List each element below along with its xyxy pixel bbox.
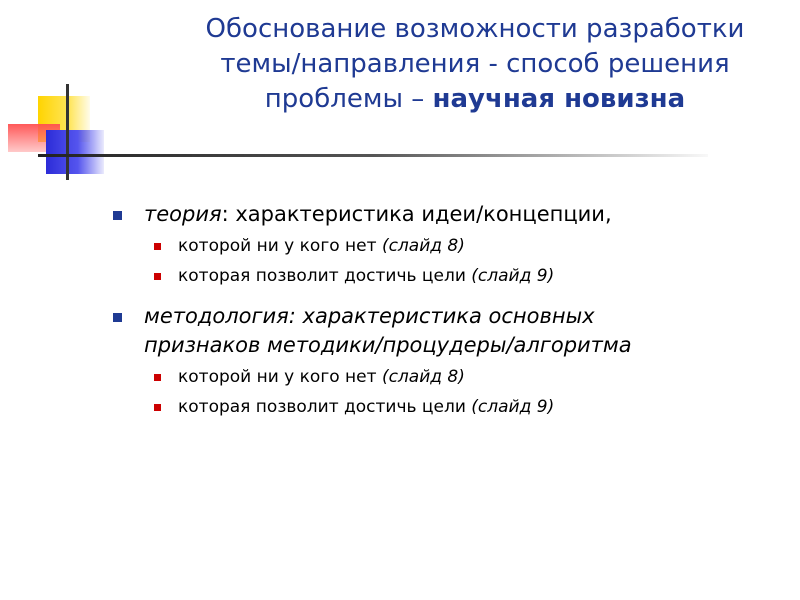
decorative-squares-logo: [0, 80, 120, 190]
title-line-3: [160, 82, 790, 117]
square-bullet-icon: [154, 243, 161, 250]
methodology-line-1: методология: характеристика основных: [144, 304, 595, 328]
list-item-theory: [110, 200, 770, 229]
square-bullet-icon: [154, 374, 161, 381]
square-bullet-icon: [154, 273, 161, 280]
logo-vertical-line: [66, 84, 69, 180]
methodology-line-2: признаков методики/процудеры/алгоритма: [144, 333, 632, 357]
theory-description: : характеристика идеи/концепции,: [221, 202, 612, 226]
square-bullet-icon: [113, 211, 122, 220]
slide-reference: (слайд 9): [471, 266, 555, 286]
slide-title: [160, 12, 790, 117]
list-item-methodology: [110, 302, 770, 360]
title-line-2: темы/направления - способ решения: [220, 49, 730, 79]
term-theory: теория: [144, 202, 222, 226]
title-line-1: Обоснование возможности разработки: [205, 14, 745, 44]
sub-item-text: которая позволит достичь цели: [178, 397, 472, 417]
bullet-list: [110, 196, 770, 420]
slide-reference: (слайд 8): [381, 236, 465, 256]
title-emphasis: научная новизна: [432, 84, 686, 114]
sub-list-item: [110, 365, 770, 390]
slide-reference: (слайд 9): [471, 397, 555, 417]
title-divider: [38, 154, 708, 157]
sub-list-item: [110, 234, 770, 259]
sub-item-text: которой ни у кого нет: [178, 236, 382, 256]
title-line-3-text: проблемы –: [264, 84, 433, 114]
sub-item-text: которая позволит достичь цели: [178, 266, 472, 286]
sub-list-item: [110, 395, 770, 420]
sub-list-item: [110, 264, 770, 289]
square-bullet-icon: [113, 313, 122, 322]
slide-reference: (слайд 8): [381, 367, 465, 387]
square-bullet-icon: [154, 404, 161, 411]
sub-item-text: которой ни у кого нет: [178, 367, 382, 387]
blue-square-shape: [46, 130, 104, 174]
